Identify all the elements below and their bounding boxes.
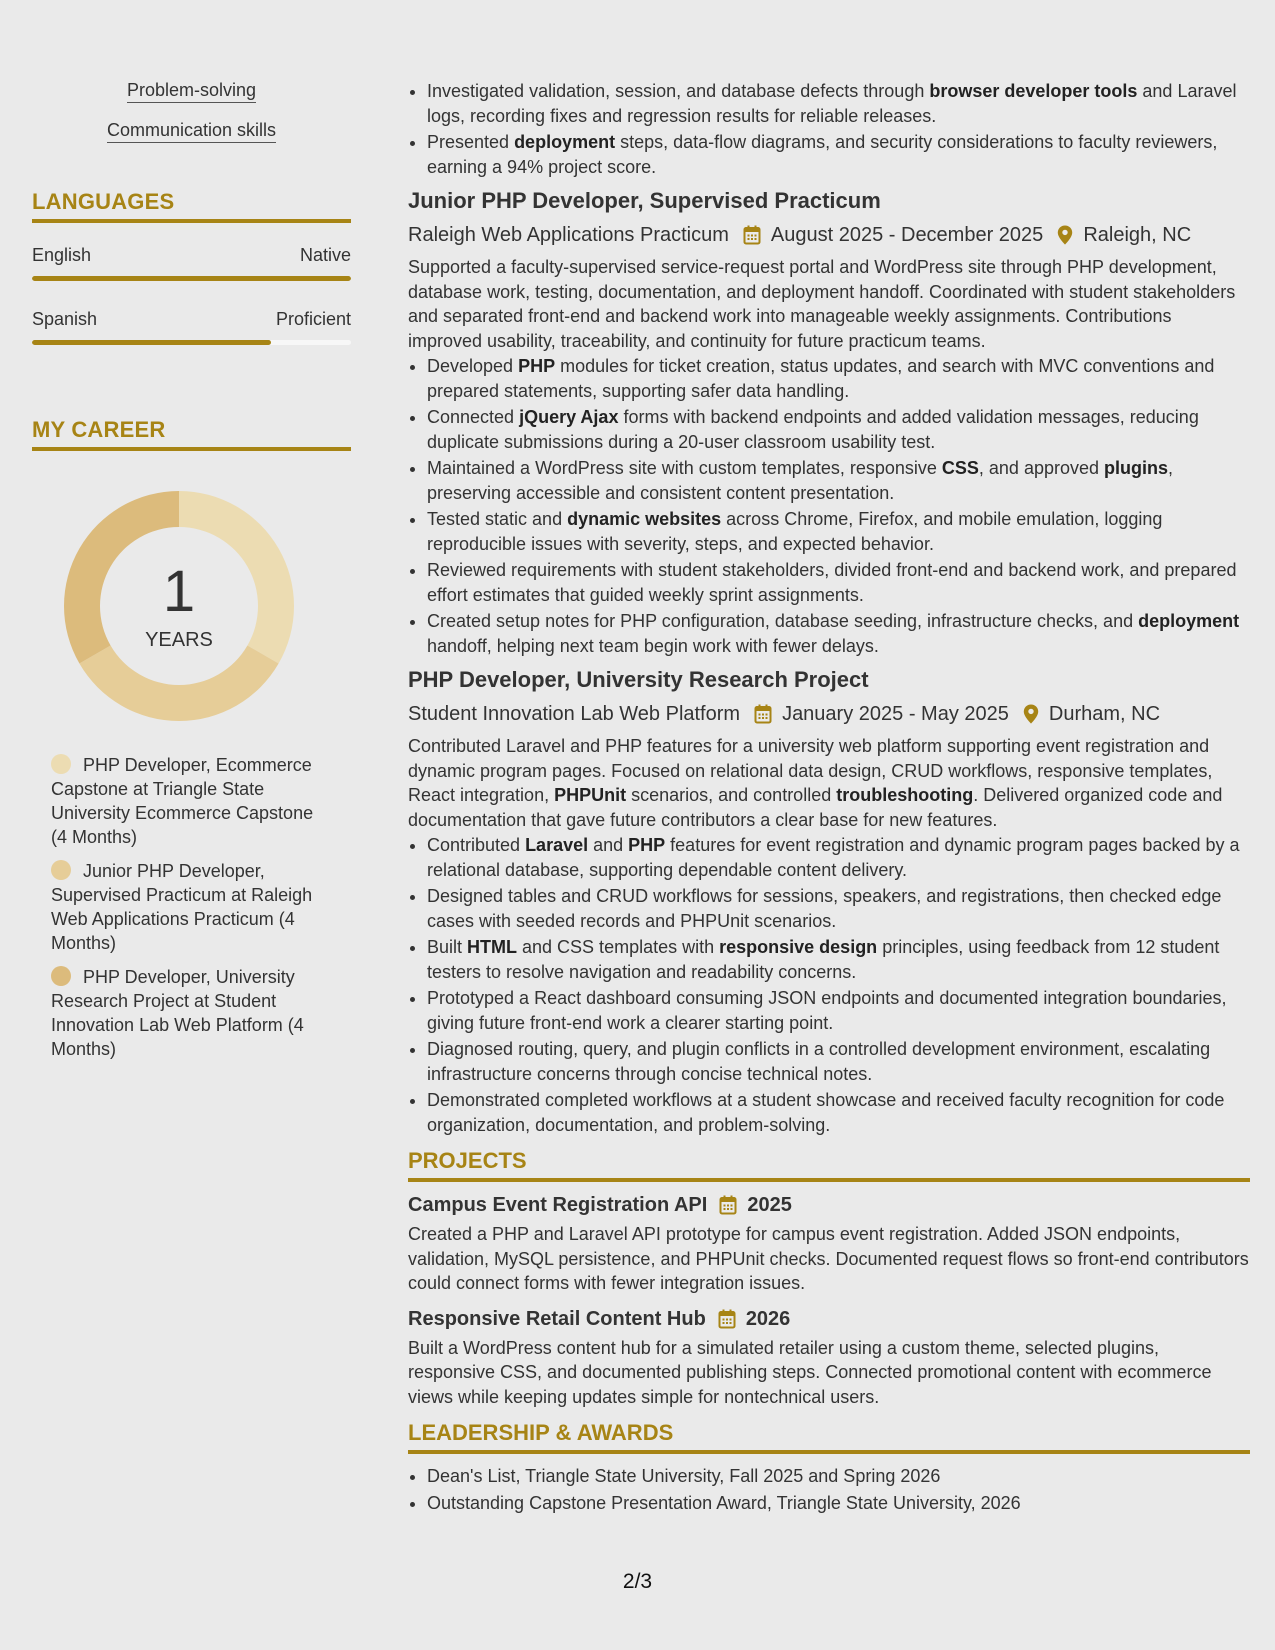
career-legend [32, 753, 351, 1061]
location-pin-icon [1057, 225, 1073, 245]
left-column [32, 80, 351, 1071]
job-summary: Contributed Laravel and PHP features for a university web platform supporting event registration and dynamic program pages. Focused on relational data design, CRUD workflows, responsive templates, React integration, PHPUnit scenarios, and controlled troubleshooting. Delivered organized code and documentation that gave future contributors a clear base for new features. [408, 736, 1223, 830]
bullet-item: • Reviewed requirements with student stakeholders, divided front-end and backend work, and prepared effort estimates that guided weekly sprint assignments. [427, 558, 1250, 607]
languages-heading: LANGUAGES [32, 189, 351, 223]
calendar-icon [719, 1195, 737, 1215]
career-legend-item [32, 965, 321, 1061]
career-years-label: YEARS [145, 629, 213, 651]
job-entry [408, 187, 1250, 658]
calendar-icon [743, 225, 761, 245]
job-meta [408, 700, 1250, 728]
legend-dot [51, 860, 71, 880]
job-location: Raleigh, NC [1083, 224, 1192, 246]
bullet-item: • Presented deployment steps, data-flow diagrams, and security considerations to faculty reviewers, earning a 94% project score. [427, 130, 1250, 179]
skill-link[interactable]: Problem-solving [127, 80, 256, 103]
language-bar-fill [32, 276, 351, 281]
job-entry [408, 666, 1250, 1137]
location-pin-icon [1023, 704, 1039, 724]
job-summary: Supported a faculty-supervised service-request portal and WordPress site through PHP development, database work, testing, documentation, and deployment handoff. Coordinated with student stakeholders and separated front-end and backend work into manageable weekly assignments. Contributions improved usability, traceability, and continuity for future practicum teams. [408, 257, 1236, 351]
job-meta [408, 221, 1250, 249]
language-bar [32, 276, 351, 281]
language-item [32, 245, 351, 281]
language-bar [32, 340, 351, 345]
project-year: 2026 [745, 1307, 791, 1330]
award-item: • Dean's List, Triangle State University, Fall 2025 and Spring 2026 [427, 1464, 1250, 1489]
page-number: 2/3 [622, 1570, 653, 1593]
language-name: English [32, 245, 92, 265]
language-level: Native [299, 245, 351, 265]
legend-dot [51, 966, 71, 986]
project-entry [408, 1306, 1250, 1410]
job-company: Student Innovation Lab Web Platform [408, 703, 741, 725]
bullet-item: • Connected jQuery Ajax forms with backend endpoints and added validation messages, reducing duplicate submissions during a 20-user classroom usability test. [427, 405, 1250, 454]
project-title: Responsive Retail Content Hub [408, 1307, 706, 1330]
bullet-item: • Maintained a WordPress site with custom templates, responsive CSS, and approved plugins, preserving accessible and consistent content presentation. [427, 456, 1250, 505]
career-legend-text: PHP Developer, Ecommerce Capstone at Triangle State University Ecommerce Capstone (4 Months) [51, 755, 314, 847]
language-level: Proficient [275, 309, 351, 329]
job-title: Junior PHP Developer, Supervised Practicum [408, 188, 881, 213]
bullet-item: • Created setup notes for PHP configuration, database seeding, infrastructure checks, and deployment handoff, helping next team begin work with fewer delays. [427, 609, 1250, 658]
career-legend-item [32, 753, 321, 849]
projects-heading: PROJECTS [408, 1147, 1250, 1182]
career-legend-text: PHP Developer, University Research Project at Student Innovation Lab Web Platform (4 Months) [51, 967, 304, 1059]
job-bullets [408, 833, 1250, 1137]
job-title: PHP Developer, University Research Project [408, 667, 869, 692]
bullet-item: • Designed tables and CRUD workflows for sessions, speakers, and registrations, then checked edge cases with seeded records and PHPUnit scenarios. [427, 884, 1250, 933]
job-dates: August 2025 - December 2025 [770, 224, 1044, 246]
calendar-icon [754, 704, 772, 724]
job-company: Raleigh Web Applications Practicum [408, 224, 729, 246]
job-location: Durham, NC [1048, 703, 1161, 725]
career-donut [64, 491, 294, 721]
bullet-item: • Tested static and dynamic websites across Chrome, Firefox, and mobile emulation, logging reproducible issues with severity, steps, and expected behavior. [427, 507, 1250, 556]
skill-link[interactable]: Communication skills [107, 120, 276, 143]
language-name: Spanish [32, 309, 98, 329]
bullet-item: • Investigated validation, session, and database defects through browser developer tools and Laravel logs, recording fixes and regression results for reliable releases. [427, 79, 1250, 128]
calendar-icon [718, 1309, 736, 1329]
bullet-item: • Prototyped a React dashboard consuming JSON endpoints and documented integration boundaries, giving future front-end work a clearer starting point. [427, 986, 1250, 1035]
job-dates: January 2025 - May 2025 [782, 703, 1009, 725]
previous-job-bullets [408, 79, 1250, 179]
language-bar-fill [32, 340, 271, 345]
awards-list [408, 1464, 1250, 1515]
project-year: 2025 [747, 1194, 792, 1216]
career-legend-item [32, 859, 321, 955]
job-bullets [408, 354, 1250, 658]
bullet-item: • Built HTML and CSS templates with responsive design principles, using feedback from 12 student testers to resolve navigation and readability concerns. [427, 935, 1250, 984]
career-heading: MY CAREER [32, 417, 351, 451]
career-years-number: 1 [162, 559, 196, 624]
project-description: Built a WordPress content hub for a simulated retailer using a custom theme, selected plugins, responsive CSS, and documented publishing steps. Connected promotional content with ecommerce views while keeping updates simple for nontechnical users. [408, 1337, 1212, 1407]
award-item: • Outstanding Capstone Presentation Award, Triangle State University, 2026 [427, 1491, 1250, 1516]
bullet-item: • Diagnosed routing, query, and plugin conflicts in a controlled development environment, escalating infrastructure concerns through concise technical notes. [427, 1037, 1250, 1086]
project-entry [408, 1192, 1250, 1296]
awards-heading: LEADERSHIP & AWARDS [408, 1419, 1250, 1454]
project-title-row [408, 1306, 1250, 1332]
language-item [32, 309, 351, 345]
project-title-row [408, 1192, 1250, 1218]
bullet-item: • Demonstrated completed workflows at a student showcase and received faculty recognition for code organization, documentation, and problem-solving. [427, 1088, 1250, 1137]
project-title: Campus Event Registration API [408, 1194, 708, 1216]
right-column [408, 79, 1250, 1517]
career-legend-text: Junior PHP Developer, Supervised Practicum at Raleigh Web Applications Practicum (4 Months) [51, 861, 313, 953]
bullet-item: • Developed PHP modules for ticket creation, status updates, and search with MVC conventions and prepared statements, supporting safer data handling. [427, 354, 1250, 403]
bullet-item: • Contributed Laravel and PHP features for event registration and dynamic program pages backed by a relational database, supporting dependable content delivery. [427, 833, 1250, 882]
project-description: Created a PHP and Laravel API prototype for campus event registration. Added JSON endpoints, validation, MySQL persistence, and PHPUnit checks. Documented request flows so front-end contributors could connect forms with fewer integration issues. [408, 1224, 1249, 1293]
legend-dot [51, 754, 71, 774]
